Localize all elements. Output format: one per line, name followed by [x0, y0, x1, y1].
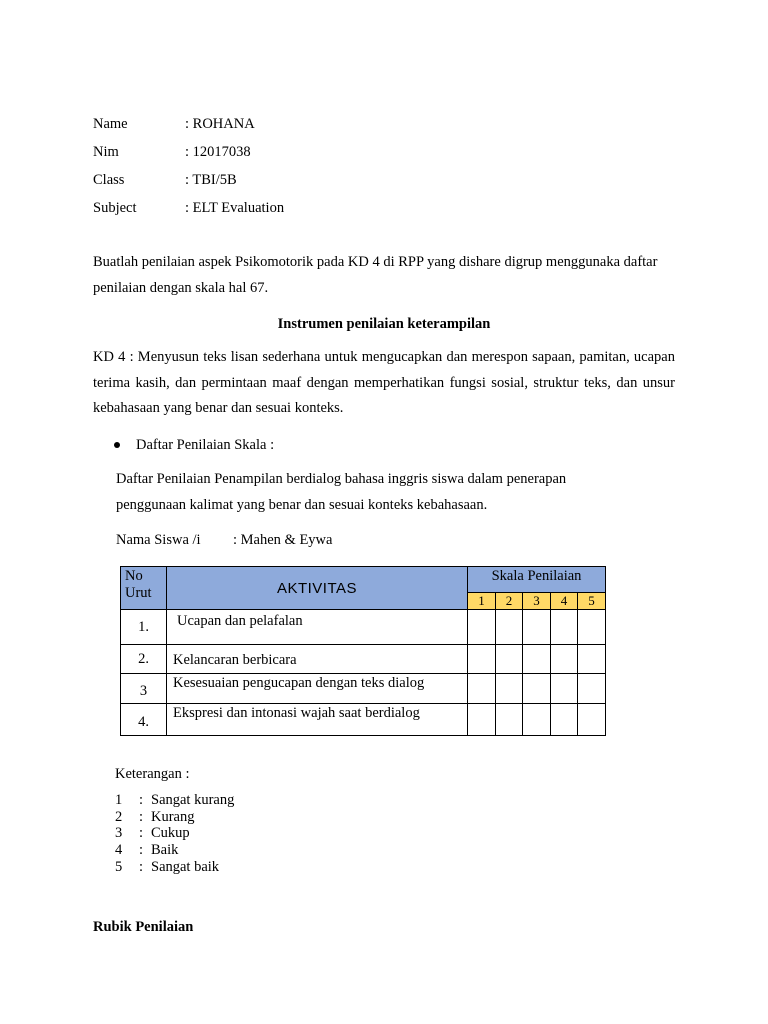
legend-text: Baik	[151, 842, 179, 858]
table-row	[121, 704, 606, 736]
info-label-class: Class	[93, 172, 125, 188]
score-cell[interactable]	[496, 704, 523, 736]
section-title: Instrumen penilaian keterampilan	[277, 316, 491, 332]
info-value-subject: : ELT Evaluation	[185, 200, 285, 216]
assessment-table	[120, 566, 606, 736]
row-activity: Kesesuaian pengucapan dengan teks dialog	[167, 674, 468, 704]
legend-colon: :	[139, 825, 144, 841]
score-cell[interactable]	[523, 704, 551, 736]
info-value-class: : TBI/5B	[185, 172, 237, 188]
score-cell[interactable]	[578, 645, 606, 674]
score-header-2: 2	[496, 593, 523, 610]
score-cell[interactable]	[468, 704, 496, 736]
score-cell[interactable]	[551, 704, 578, 736]
legend-colon: :	[139, 842, 144, 858]
score-header-1: 1	[468, 593, 496, 610]
legend-number: 4	[115, 842, 123, 858]
score-cell[interactable]	[468, 645, 496, 674]
header-activity: AKTIVITAS	[167, 567, 468, 610]
legend-title: Keterangan :	[115, 766, 190, 782]
student-value: : Mahen & Eywa	[233, 532, 333, 548]
score-cell[interactable]	[523, 610, 551, 645]
legend-number: 1	[115, 792, 123, 808]
legend-item	[115, 809, 195, 826]
legend-item	[115, 825, 190, 842]
score-cell[interactable]	[468, 674, 496, 704]
legend-text: Kurang	[151, 809, 195, 825]
header-scale: Skala Penilaian	[468, 567, 606, 593]
legend-text: Sangat kurang	[151, 792, 235, 808]
rubric-title: Rubik Penilaian	[93, 919, 194, 935]
table-row	[121, 674, 606, 704]
legend-text: Sangat baik	[151, 859, 220, 875]
score-cell[interactable]	[578, 674, 606, 704]
score-cell[interactable]	[496, 610, 523, 645]
row-activity: Kelancaran berbicara	[167, 645, 468, 674]
score-header-3: 3	[523, 593, 551, 610]
legend-number: 3	[115, 825, 123, 841]
row-number: 1.	[121, 610, 167, 645]
header-no-urut: No Urut	[121, 567, 167, 610]
score-cell[interactable]	[551, 645, 578, 674]
legend-item	[115, 859, 219, 876]
score-cell[interactable]	[523, 674, 551, 704]
table-row	[121, 610, 606, 645]
row-number: 3	[121, 674, 167, 704]
row-activity: Ucapan dan pelafalan	[167, 610, 468, 645]
student-label: Nama Siswa /i	[116, 532, 201, 548]
description-text: Daftar Penilaian Penampilan berdialog bahasa inggris siswa dalam penerapan penggunaan kalimat yang benar dan sesuai konteks kebahasaan.	[116, 471, 567, 513]
info-label-nim: Nim	[93, 144, 119, 160]
score-cell[interactable]	[496, 645, 523, 674]
bullet-text: Daftar Penilaian Skala :	[136, 437, 275, 453]
score-cell[interactable]	[468, 610, 496, 645]
legend-colon: :	[139, 809, 144, 825]
score-header-5: 5	[578, 593, 606, 610]
score-cell[interactable]	[551, 674, 578, 704]
legend-colon: :	[139, 859, 144, 875]
info-value-nim: : 12017038	[185, 144, 251, 160]
instruction-text: Buatlah penilaian aspek Psikomotorik pada KD 4 di RPP yang dishare digrup menggunaka daftar penilaian dengan skala hal 67.	[93, 254, 658, 296]
kd-text: KD 4 : Menyusun teks lisan sederhana untuk mengucapkan dan merespon sapaan, pamitan, ucapan terima kasih, dan permintaan maaf dengan memperhatikan fungsi sosial, struktur teks, dan unsur kebahasaan yang benar dan sesuai konteks.	[93, 349, 675, 416]
bullet-item	[114, 437, 274, 454]
legend-item	[115, 792, 234, 809]
score-cell[interactable]	[551, 610, 578, 645]
table-row	[121, 645, 606, 674]
score-cell[interactable]	[523, 645, 551, 674]
bullet-icon	[114, 442, 120, 448]
info-label-name: Name	[93, 116, 128, 132]
legend-number: 2	[115, 809, 123, 825]
row-number: 4.	[121, 704, 167, 736]
score-cell[interactable]	[496, 674, 523, 704]
score-cell[interactable]	[578, 610, 606, 645]
legend-item	[115, 842, 178, 859]
score-cell[interactable]	[578, 704, 606, 736]
score-header-4: 4	[551, 593, 578, 610]
legend-colon: :	[139, 792, 144, 808]
info-value-name: : ROHANA	[185, 116, 255, 132]
row-number: 2.	[121, 645, 167, 674]
legend-text: Cukup	[151, 825, 190, 841]
legend-number: 5	[115, 859, 123, 875]
row-activity: Ekspresi dan intonasi wajah saat berdialog	[167, 704, 468, 736]
info-label-subject: Subject	[93, 200, 137, 216]
